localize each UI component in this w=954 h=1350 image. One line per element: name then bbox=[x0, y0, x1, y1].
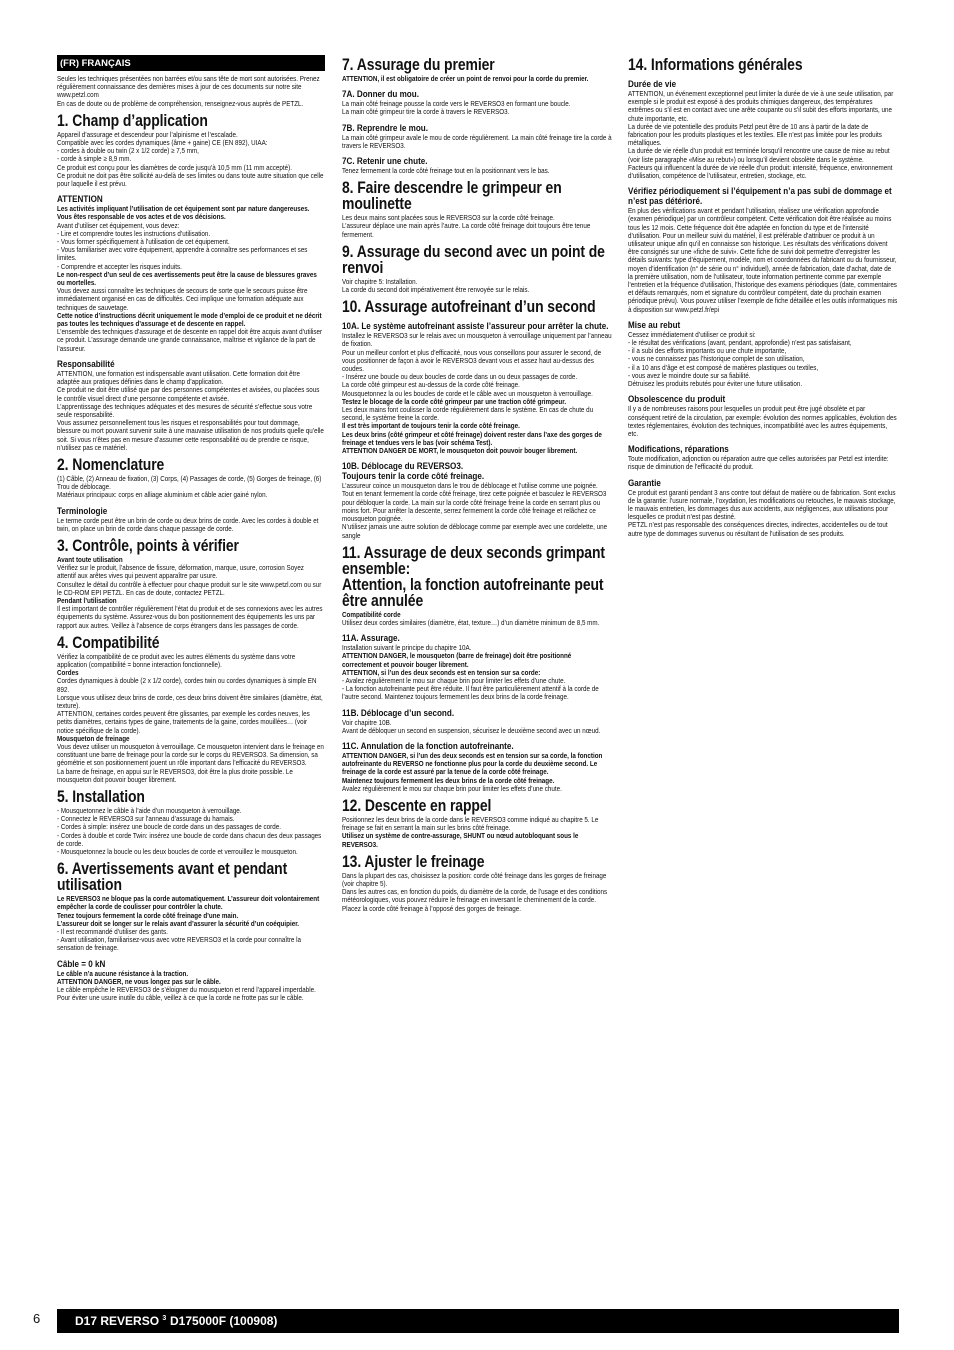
section-11-title: 11. Assurage de deux seconds grimpant ensemble: Attention, la fonction autofreinante peut être annulée bbox=[342, 542, 605, 610]
section-7b-heading: 7B. Reprendre le mou. bbox=[342, 122, 428, 133]
section-3-text-1: Vérifiez sur le produit, l’absence de fissure, déformation, marque, usure, corrosion Soyez attentif aux arêtes vives qui peuvent apparaître par usure. Consultez le détail du contrôle à effectuer pour chaque produit sur le site www.petzl.com ou sur le CD-ROM EPI PETZL. En cas de doute, contactez PETZL. bbox=[57, 563, 322, 597]
section-10b-text: L’assureur coince un mousqueton dans le trou de déblocage et l’utilise comme une poignée. Tout en tenant fermement la corde côté freinage, tirez cette poignée et basculez le REVERSO3 pour débloquer la corde. La main sur la corde côté freinage freine la corde en serrant plus ou moins fort. Pour arrêter la descente, serrez fermement la corde côté freinage et relâchez ce mousqueton poignée. N’utilisez jamais une autre solution de déblocage comme par exemple avec une cordelette, une sangle bbox=[342, 481, 608, 540]
section-1-text: Appareil d’assurage et descendeur pour l’alpinisme et l’escalade. Compatible avec les cordes dynamiques (âme + gaine) CE (EN 892), UIAA: - cordes à double ou twin (2 x 1/2 corde) ≥ 7,5 mm, - corde à simple ≥ 8,9 mm. Ce produit est conçu pour les diamètres de corde jusqu’à 10,5 mm (11 mm accepté). Ce produit ne doit pas être sollicité au-delà de ses limites ou dans toute autre situation que celle pour laquelle il est prévu. bbox=[57, 129, 324, 189]
section-6-bold-2: Le câble n’a aucune résistance à la traction. ATTENTION DANGER, ne vous longez pas sur le câble. bbox=[57, 968, 221, 986]
inspection-heading: Vérifiez périodiquement si l’équipement n’a pas subi de dommage et n’est pas détérioré. bbox=[628, 186, 892, 207]
section-3-text-2: Il est important de contrôler régulièrement l’état du produit et de ses connexions avec les autres équipements du système. Assurez-vous du bon positionnement des équipements les uns par rapport aux autres. Veillez à l’absence de corps étrangers dans les passages de corde. bbox=[57, 604, 323, 630]
section-7b-text: La main côté grimpeur avale le mou de corde régulièrement. La main côté freinage tire la corde à travers le REVERSO3. bbox=[342, 132, 612, 150]
cable-heading: Câble = 0 kN bbox=[57, 958, 106, 969]
section-11c-bold: ATTENTION DANGER, si l’un des deux seconds est en tension sur sa corde, la fonction autofreinante du REVERSO ne fonctionne plus pour la corde du deuxième second. Le freinage de la corde est assuré par la tenue de la corde côté freinage. Maintenez toujours fermement les deux brins de la corde côté freinage. bbox=[342, 750, 603, 785]
section-11a-heading: 11A. Assurage. bbox=[342, 633, 400, 644]
footer-model bbox=[75, 1314, 166, 1328]
responsibility-heading: Responsabilité bbox=[57, 358, 115, 369]
responsibility-text: ATTENTION, une formation est indispensable avant utilisation. Cette formation doit être adaptée aux pratiques définies dans le champ d’application. Ce produit ne doit être utilisé que par des personnes compétentes et avisées, ou placées sous le contrôle visuel direct d’une personne compétente et avisée. L’apprentissage des techniques adéquates et des mesures de sécurité s’effectue sous votre seule responsabilité. Vous assumez personnellement tous les risques et responsabilités pour tout dommage, blessure ou mort pouvant survenir suite à une mauvaise utilisation de nos produits quelle qu’elle soit. Si vous n’êtes pas en mesure d’assumer cette responsabilité ou de prendre ce risque, n’utilisez pas ce matériel. bbox=[57, 368, 324, 452]
footer-model-sup: 3 bbox=[162, 1315, 167, 1322]
section-10a-heading: 10A. Le système autofreinant assiste l’assureur pour arrêter la chute. bbox=[342, 321, 609, 332]
section-3-bold-1: Avant toute utilisation bbox=[57, 554, 123, 564]
section-7c-text: Tenez fermement la corde côté freinage tout en la positionnant vers le bas. bbox=[342, 166, 550, 176]
lifetime-heading: Durée de vie bbox=[628, 79, 677, 89]
section-5-title: 5. Installation bbox=[57, 787, 145, 807]
section-6-title: 6. Avertissements avant et pendant utilisation bbox=[57, 859, 288, 895]
section-14-title: 14. Informations générales bbox=[628, 55, 803, 74]
retirement-text: Cessez immédiatement d’utiliser ce produit si: - le résultat des vérifications (avant, pendant, approfondie) n’est pas satisfaisant, - il a subi des efforts importants ou une chute importante, - vous ne connaissez pas l’historique complet de son utilisation, - il a 10 ans d’âge et est composé de matières plastiques ou textiles, - vous avez le moindre doute sur sa fiabilité. Détruisez les produits rebutés pour éviter une future utilisation. bbox=[628, 329, 852, 389]
section-10a-text-2: Les deux mains font coulisser la corde régulièrement dans le système. En cas de chute du second, le système freine la corde. bbox=[342, 405, 594, 423]
section-13-text: Dans la plupart des cas, choisissez la position: corde côté freinage dans les gorges de freinage (voir chapitre 5). Dans les autres cas, en fonction du poids, du diamètre de la corde, de l’usage et des conditions météorologiques, vous pouvez réduire le freinage en inversant le cheminement de la corde. Placez la corde côté freinage à l’opposé des gorges de freinage. bbox=[342, 870, 608, 913]
section-13-title: 13. Ajuster le freinage bbox=[342, 851, 485, 871]
section-2-text: (1) Câble, (2) Anneau de fixation, (3) Corps, (4) Passages de corde, (5) Gorges de freinage, (6) Trou de déblocage. Matériaux principaux: corps en alliage aluminium et câble acier gainé nylon. bbox=[57, 473, 322, 500]
footer-model-text: D17 REVERSO bbox=[75, 1314, 160, 1328]
warranty-text: Ce produit est garanti pendant 3 ans contre tout défaut de matière ou de fabrication. Sont exclus de la garantie: l’usure normale, l’oxydation, les modifications ou retouches, le mauvais stockage, le mauvais entretien, les dommages dus aux accidents, aux négligences, aux utilisations pour lesquelles ce produit n’est pas destiné. PETZL n’est pas responsable des conséquences directes, indirectes, accidentelles ou de tout autre type de dommages survenus ou résultant de l’utilisation de ses produits. bbox=[628, 487, 896, 538]
section-10-title: 10. Assurage autofreinant d’un second bbox=[342, 297, 596, 317]
attention-text-2: Vous devez aussi connaître les techniques de secours de sorte que le secours puisse être immédiatement organisé en cas de difficultés. Ceci implique une formation adéquate aux techniques de sauvetage. bbox=[57, 286, 308, 312]
obsolescence-text: Il y a de nombreuses raisons pour lesquelles un produit peut être jugé obsolète et par conséquent retiré de la circulation, par exemple: évolution des normes applicables, évolution des textes réglementaires, évolution des techniques, incompatibilité avec les autres équipements, etc. bbox=[628, 404, 897, 438]
footer-bar bbox=[57, 1309, 899, 1333]
modifications-heading: Modifications, réparations bbox=[628, 444, 729, 455]
column-2 bbox=[342, 57, 613, 913]
section-10b-heading: 10B. Déblocage du REVERSO3. Toujours tenir la corde côté freinage. bbox=[342, 461, 485, 482]
section-4-text-1: Vérifiez la compatibilité de ce produit avec les autres éléments du système dans votre application (compatibilité = bonne interaction fonctionnelle). bbox=[57, 651, 296, 669]
column-1 bbox=[57, 55, 325, 1002]
retirement-heading: Mise au rebut bbox=[628, 319, 681, 330]
modifications-text: Toute modification, adjonction ou réparation autre que celles autorisées par Petzl est interdite: risque de diminution de l’efficacité du produit. bbox=[628, 454, 889, 472]
section-1-title: 1. Champ d’application bbox=[57, 110, 208, 130]
attention-bold-3: Cette notice d’instructions décrit uniquement le mode d’emploi de ce produit et ne décrit pas toutes les techniques d’assurage et de descente en rappel. bbox=[57, 310, 322, 329]
language-header: (FR) FRANÇAIS bbox=[57, 55, 325, 71]
section-11b-heading: 11B. Déblocage d’un second. bbox=[342, 707, 455, 718]
section-8-text: Les deux mains sont placées sous le REVERSO3 sur la corde côté freinage. L’assureur déplace une main après l’autre. La corde côté freinage doit toujours être tenue fermement. bbox=[342, 213, 591, 239]
footer-reference: D175000F (100908) bbox=[170, 1314, 278, 1328]
section-10a-text-1: Installez le REVERSO3 sur le relais avec un mousqueton à verrouillage uniquement par l’anneau de fixation. Pour un meilleur confort et plus d’efficacité, nous vous conseillons pour assurer le second, de vous positionner de façon à avoir le REVERSO3 devant vous et assez haut au-dessus des coudes. - Insérez une boucle ou deux boucles de corde dans un ou deux passages de corde. La corde côté grimpeur est au-dessus de la corde côté freinage. Mousquetonnez la ou les boucles de corde et le câble avec un mousqueton à verrouillage. bbox=[342, 331, 612, 398]
inspection-text: En plus des vérifications avant et pendant l’utilisation, réalisez une vérification approfondie (examen périodique) par un contrôleur compétent. Cette vérification doit être réalisée au moins tous les 12 mois. Cette fréquence doit être adaptée en fonction du type et de l’intensité d’utilisation. Pour un meilleur suivi du matériel, il est préférable d’attribuer ce produit à un utilisateur unique afin qu’il en connaisse son historique. Les résultats des vérifications doivent être consignés sur une «fiche de suivi». Cette fiche de suivi doit permettre d’enregistrer les détails suivants: type d’équipement, modèle, nom et coordonnées du fabricant ou du fournisseur, moyen d’identification (n° de série ou n° individuel), année de fabrication, date d’achat, date de la première utilisation, nom de l’utilisateur, toute information pertinente comme par exemple l’entretien et la fréquence d’utilisation, l’historique des examens périodiques (date, commentaires et défauts remarqués, nom et signature du contrôleur compétent, date du prochain examen périodique prévu). Vous pouvez utiliser l’exemple de fiche détaillée et les outils informatiques mis à disposition sur www.petzl.fr/epi bbox=[628, 206, 898, 314]
attention-text-1: Avant d’utiliser cet équipement, vous devez: - Lire et comprendre toutes les instructions d’utilisation. - Vous former spécifiquement à l’utilisation de cet équipement. - Vous familiariser avec votre équipement, apprendre à connaître ses performances et ses limites. - Comprendre et accepter les risques induits. bbox=[57, 220, 308, 271]
section-4-text-2: Cordes dynamiques à double (2 x 1/2 corde), cordes twin ou cordes dynamiques à simple EN 892. Lorsque vous utilisez deux brins de corde, ces deux brins doivent être similaires (diamètre, état, texture). ATTENTION, certaines cordes peuvent être glissantes, par exemple les cordes neuves, les petits diamètres, certains types de gaine, traitements de la gaine, cordes mouillées… (voir notice spécifique de la corde). bbox=[57, 676, 323, 735]
section-7a-heading: 7A. Donner du mou. bbox=[342, 89, 419, 100]
section-4-title: 4. Compatibilité bbox=[57, 632, 160, 652]
section-7-bold: ATTENTION, il est obligatoire de créer un point de renvoi pour la corde du premier. bbox=[342, 74, 589, 83]
section-11a-text-2: - Avalez régulièrement le mou sur chaque brin pour limiter les effets d’une chute. - La fonction autofreinante peut être réduite. Il faut être particulièrement attentif à la corde de l’autre second. Maintenez toujours fermement les deux brins de la corde freinage. bbox=[342, 675, 599, 702]
attention-heading: ATTENTION bbox=[57, 194, 103, 205]
section-10a-bold-1: Testez le blocage de la corde côté grimpeur par une traction côté grimpeur. bbox=[342, 396, 567, 406]
section-3-bold-2: Pendant l’utilisation bbox=[57, 595, 117, 605]
obsolescence-heading: Obsolescence du produit bbox=[628, 394, 726, 405]
section-11a-bold: ATTENTION DANGER, le mousqueton (barre de freinage) doit être positionné correctement et pouvoir bouger librement. ATTENTION, si l’un des deux seconds est en tension sur sa corde: bbox=[342, 651, 572, 677]
section-7c-heading: 7C. Retenir une chute. bbox=[342, 156, 428, 167]
warranty-heading: Garantie bbox=[628, 477, 661, 488]
section-11a-text-1: Installation suivant le principe du chapitre 10A. bbox=[342, 643, 472, 653]
attention-bold-1: Les activités impliquant l’utilisation de cet équipement sont par nature dangereuses. Vous êtes responsable de vos actes et de vos décisions. bbox=[57, 204, 310, 222]
section-4-text-3: Vous devez utiliser un mousqueton à verrouillage. Ce mousqueton intervient dans le freinage en constituant une barre de freinage pour la corde sur le corps du REVERSO3. Sa dimension, sa géométrie et son positionnement jouent un rôle important dans l’efficacité du REVERSO3. La barre de freinage, en appui sur le REVERSO3, doit être la plus droite possible. Le mousqueton doit pouvoir bouger librement. bbox=[57, 742, 324, 784]
section-9-title: 9. Assurage du second avec un point de renvoi bbox=[342, 241, 605, 277]
terminology-text: Le terme corde peut être un brin de corde ou deux brins de corde. Avec les cordes à double et twin, on place un brin de corde dans chaque passage de corde. bbox=[57, 515, 319, 533]
attention-bold-2: Le non-respect d’un seul de ces avertissements peut être la cause de blessures graves ou mortelles. bbox=[57, 269, 317, 288]
section-6-bold-1: Le REVERSO3 ne bloque pas la corde automatiquement. L’assureur doit volontairement empêcher la corde de coulisser pour contrôler la chute. Tenez toujours fermement la corde côté freinage d’une main. L’assureur doit se longer sur le relais avant d’assurer la sécurité d’un coéquipier. bbox=[57, 894, 320, 928]
section-10a-bold-2: Il est très important de toujours tenir la corde côté freinage. Les deux brins (côté grimpeur et côté freinage) doivent rester dans l’axe des gorges de freinage et tendues vers le bas (voir schéma Test). ATTENTION DANGER DE MORT, le mousqueton doit pouvoir bouger librement. bbox=[342, 421, 602, 456]
section-9-text: Voir chapitre 5: Installation. La corde du second doit impérativement être renvoyée sur le relais. bbox=[342, 276, 530, 295]
section-3-title: 3. Contrôle, points à vérifier bbox=[57, 535, 239, 555]
section-4-bold-1: Cordes bbox=[57, 668, 79, 678]
column-3 bbox=[628, 55, 898, 538]
section-12-title: 12. Descente en rappel bbox=[342, 795, 492, 815]
section-12-bold: Utilisez un système de contre-assurage, SHUNT ou nœud autobloquant sous le REVERSO3. bbox=[342, 831, 579, 849]
section-2-title: 2. Nomenclature bbox=[57, 454, 165, 474]
section-7-title: 7. Assurage du premier bbox=[342, 55, 495, 74]
section-5-text: - Mousquetonnez le câble à l’aide d’un mousqueton à verrouillage. - Connectez le REVERSO3 sur l’anneau d’assurage du harnais. - Cordes à simple: insérez une boucle de corde dans un des passages de corde. - Cordes à double et corde Twin: insérez une boucle de corde dans chacun des deux passages de corde. - Mousquetonnez la boucle ou les deux boucles de corde et verrouillez le mousqueton. bbox=[57, 806, 322, 857]
lifetime-text: ATTENTION, un événement exceptionnel peut limiter la durée de vie à une seule utilisation, par exemple si le produit est exposé à des produits chimiques dangereux, des températures extrêmes ou s’il est en contact avec une arête coupante ou s’il subit des efforts importants, une chute importante, etc. La durée de vie potentielle des produits Petzl peut être de 10 ans à partir de la date de fabrication pour les produits plastiques et les textiles. Elle n’est pas limitée pour les produits métalliques. La durée de vie réelle d’un produit est terminée lorsqu’il rencontre une cause de mise au rebut (voir liste paragraphe «Mise au rebut») ou lorsqu’il devient obsolète dans le système. Facteurs qui influencent la durée de vie réelle d’un produit: intensité, fréquence, environnement d’utilisation, compétence de l’utilisateur, entretien, stockage, etc. bbox=[628, 89, 894, 181]
section-7a-text: La main côté freinage pousse la corde vers le REVERSO3 en formant une boucle. La main côté grimpeur tire la corde à travers le REVERSO3. bbox=[342, 99, 571, 117]
section-12-text: Positionnez les deux brins de la corde dans le REVERSO3 comme indiqué au chapitre 5. Le freinage se fait en serrant la main sur les brins côté freinage. bbox=[342, 814, 599, 833]
section-4-bold-2: Mousqueton de freinage bbox=[57, 733, 130, 743]
section-11-text-0: Utilisez deux cordes similaires (diamètre, état, texture…) d’un diamètre minimum de 8,5 mm. bbox=[342, 617, 600, 627]
section-6-text-2: Le câble empêche le REVERSO3 de s’éloigner du mousqueton et rend l’appareil imperdable. Pour éviter une usure inutile du câble, veillez à ce que la corde ne frotte pas sur le câble. bbox=[57, 985, 316, 1003]
page-number: 6 bbox=[33, 1311, 41, 1326]
section-11b-text: Voir chapitre 10B. Avant de débloquer un second en suspension, sécurisez le deuxième second avec un nœud. bbox=[342, 717, 601, 735]
attention-text-3: L’ensemble des techniques d’assurage et de descente en rappel doit être acquis avant d’utiliser ce produit. L’assurage demande une grande connaissance, maîtrise et vigilance de la part de l’assureur. bbox=[57, 327, 323, 353]
section-8-title: 8. Faire descendre le grimpeur en moulinette bbox=[342, 178, 562, 214]
intro-text: Seules les techniques présentées non barrées et/ou sans tête de mort sont autorisées. Prenez régulièrement connaissance des dernières mises à jour de ces documents sur notre site www.petzl.com En cas de doute ou de problème de compréhension, renseignez-vous auprès de PETZL. bbox=[57, 74, 320, 108]
section-6-text-1: - Il est recommandé d’utiliser des gants. - Avant utilisation, familiarisez-vous avec votre REVERSO3 et la corde pour connaître la sensation de freinage. bbox=[57, 927, 302, 953]
section-11c-heading: 11C. Annulation de la fonction autofreinante. bbox=[342, 740, 514, 751]
section-11c-text: Avalez régulièrement le mou sur chaque brin pour limiter les effets d’une chute. bbox=[342, 783, 562, 793]
section-11-bold-0: Compatibilité corde bbox=[342, 609, 401, 619]
terminology-heading: Terminologie bbox=[57, 505, 108, 516]
